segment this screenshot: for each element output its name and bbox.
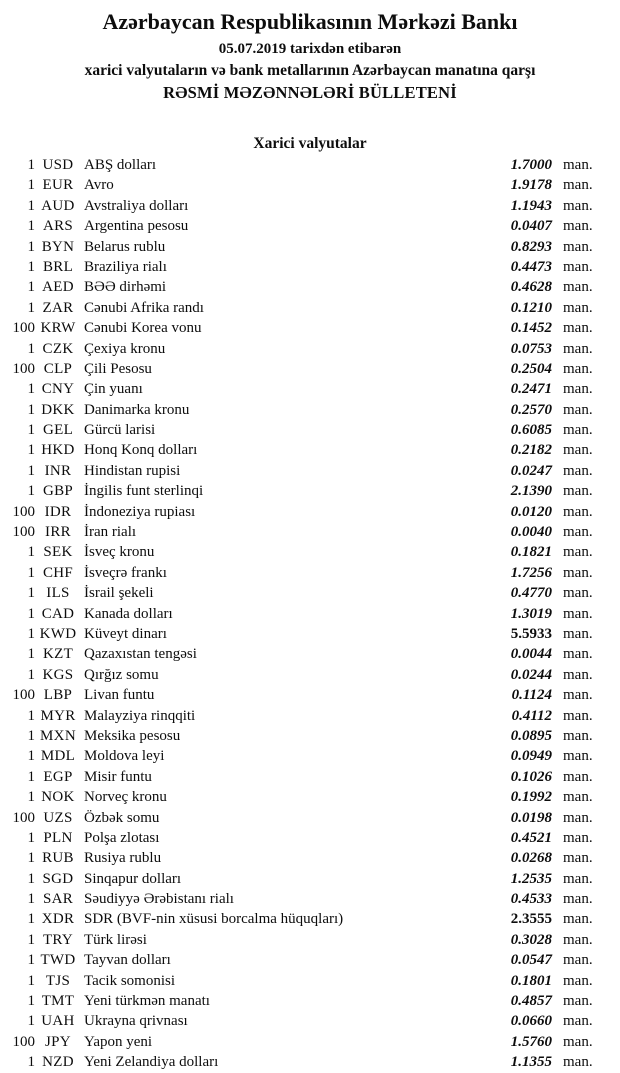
currency-code: IDR — [44, 503, 72, 520]
rate-value: 0.1821 — [510, 544, 552, 561]
currency-row — [0, 196, 620, 216]
rate-value: 0.6085 — [510, 422, 552, 439]
rate-value: 0.2504 — [510, 360, 552, 377]
rate-value: 0.1026 — [510, 768, 552, 785]
currency-quantity: 1 — [27, 483, 35, 500]
unit-label: man. — [563, 564, 593, 581]
unit-label: man. — [563, 829, 593, 846]
currency-code: KZT — [42, 646, 74, 663]
rate-value: 0.1124 — [511, 687, 552, 704]
rate-value: 0.4521 — [510, 829, 552, 846]
currency-code: PLN — [43, 829, 73, 846]
currency-row — [0, 706, 620, 726]
currency-name: Tayvan dolları — [84, 952, 171, 969]
currency-code: INR — [44, 462, 72, 479]
currency-row — [0, 726, 620, 746]
unit-label: man. — [563, 931, 593, 948]
rate-value: 0.0660 — [510, 1013, 552, 1030]
currency-row — [0, 583, 620, 603]
currency-name: Malayziya rinqqiti — [84, 707, 196, 724]
unit-label: man. — [563, 666, 593, 683]
currency-name: Tacik somonisi — [84, 972, 176, 989]
currency-quantity: 1 — [27, 625, 35, 642]
header-subtitle: xarici valyutaların və bank metallarının Azərbaycan manatına qarşı — [84, 62, 536, 79]
currency-name: İngilis funt sterlinqi — [84, 483, 204, 500]
currency-code: SAR — [42, 891, 74, 908]
currency-quantity: 1 — [27, 727, 35, 744]
currency-quantity: 1 — [27, 462, 35, 479]
currency-row — [0, 971, 620, 991]
currency-quantity: 1 — [27, 993, 35, 1010]
currency-row — [0, 379, 620, 399]
currency-quantity: 100 — [12, 809, 35, 826]
rate-value: 1.2535 — [510, 870, 552, 887]
currency-row — [0, 440, 620, 460]
effective-date: 05.07.2019 tarixdən etibarən — [218, 41, 402, 57]
currency-code: TMT — [41, 993, 75, 1010]
currency-quantity: 1 — [27, 666, 35, 683]
currency-row — [0, 522, 620, 542]
unit-label: man. — [563, 850, 593, 867]
unit-label: man. — [563, 177, 593, 194]
currency-row — [0, 1052, 620, 1072]
unit-label: man. — [563, 870, 593, 887]
currency-name: Livan funtu — [84, 687, 155, 704]
currency-quantity: 1 — [27, 238, 35, 255]
currency-code: MYR — [40, 707, 76, 724]
unit-label: man. — [563, 687, 593, 704]
currency-name: İsrail şekeli — [84, 585, 154, 602]
unit-label: man. — [563, 727, 593, 744]
currency-quantity: 1 — [27, 258, 35, 275]
unit-label: man. — [563, 483, 593, 500]
currency-code: UAH — [41, 1013, 75, 1030]
currency-row — [0, 991, 620, 1011]
currency-row — [0, 828, 620, 848]
unit-label: man. — [563, 238, 593, 255]
currency-code: USD — [42, 157, 74, 173]
currency-row — [0, 624, 620, 644]
currency-quantity: 1 — [27, 422, 35, 439]
currency-row — [0, 685, 620, 705]
rate-value: 0.0895 — [510, 727, 552, 744]
currency-row — [0, 1032, 620, 1052]
currency-code: NOK — [41, 789, 75, 806]
currency-row — [0, 339, 620, 359]
currency-row — [0, 481, 620, 501]
currency-code: CNY — [41, 381, 75, 398]
currency-name: Honq Konq dolları — [84, 442, 198, 459]
currency-quantity: 1 — [27, 911, 35, 928]
currency-name: Yeni Zelandiya dolları — [84, 1054, 219, 1071]
currency-row — [0, 808, 620, 828]
rate-value: 1.7000 — [510, 157, 552, 173]
currency-name: Qazaxıstan tengəsi — [84, 646, 197, 663]
currency-quantity: 100 — [12, 1033, 35, 1050]
unit-label: man. — [563, 1013, 593, 1030]
currency-code: SGD — [42, 870, 74, 887]
currency-name: Danimarka kronu — [84, 401, 190, 418]
currency-code: AED — [42, 279, 74, 296]
currency-name: Polşa zlotası — [84, 829, 160, 846]
currency-row — [0, 644, 620, 664]
currency-quantity: 1 — [27, 972, 35, 989]
currency-row — [0, 461, 620, 481]
currency-code: BRL — [42, 258, 74, 275]
section-title: Xarici valyutalar — [253, 135, 367, 152]
currency-quantity: 100 — [12, 320, 35, 337]
currency-quantity: 1 — [27, 197, 35, 214]
unit-label: man. — [563, 646, 593, 663]
currency-code: KRW — [40, 320, 76, 337]
page-title: Azərbaycan Respublikasının Mərkəzi Bankı — [102, 9, 518, 34]
currency-name: Yapon yeni — [84, 1033, 153, 1050]
currency-row — [0, 257, 620, 277]
rate-value: 0.4857 — [510, 993, 552, 1010]
rate-value: 5.5933 — [510, 625, 552, 642]
unit-label: man. — [563, 605, 593, 622]
currency-quantity: 1 — [27, 381, 35, 398]
currency-row — [0, 889, 620, 909]
currency-row — [0, 563, 620, 583]
unit-label: man. — [563, 503, 593, 520]
currency-quantity: 1 — [27, 177, 35, 194]
currency-quantity: 100 — [12, 687, 35, 704]
currency-code: MXN — [40, 727, 76, 744]
currency-row — [0, 237, 620, 257]
currency-row — [0, 848, 620, 868]
unit-label: man. — [563, 911, 593, 928]
rate-value: 0.0407 — [510, 218, 552, 235]
currency-code: KWD — [39, 625, 77, 642]
currency-name: Ukrayna qrivnası — [84, 1013, 188, 1030]
currency-code: ARS — [42, 218, 74, 235]
unit-label: man. — [563, 585, 593, 602]
rate-value: 0.2570 — [510, 401, 552, 418]
currency-quantity: 1 — [27, 585, 35, 602]
currency-name: ABŞ dolları — [84, 157, 157, 173]
currency-code: GBP — [42, 483, 74, 500]
currency-row — [0, 746, 620, 766]
currency-code: KGS — [42, 666, 74, 683]
currency-name: Cənubi Korea vonu — [84, 320, 202, 337]
currency-code: CAD — [41, 605, 75, 622]
currency-row — [0, 155, 620, 175]
unit-label: man. — [563, 524, 593, 541]
currency-quantity: 1 — [27, 768, 35, 785]
rate-value: 1.3019 — [510, 605, 552, 622]
currency-name: Yeni türkmən manatı — [84, 993, 210, 1010]
rate-value: 2.3555 — [510, 911, 552, 928]
currency-name: Qırğız somu — [84, 666, 159, 683]
rate-value: 0.1992 — [510, 789, 552, 806]
currency-name: Səudiyyə Ərəbistanı rialı — [84, 891, 234, 908]
currency-code: CLP — [43, 360, 73, 377]
currency-quantity: 1 — [27, 279, 35, 296]
unit-label: man. — [563, 320, 593, 337]
unit-label: man. — [563, 993, 593, 1010]
rate-value: 0.0268 — [510, 850, 552, 867]
currency-row — [0, 175, 620, 195]
rate-value: 0.1210 — [510, 299, 552, 316]
unit-label: man. — [563, 789, 593, 806]
unit-label: man. — [563, 972, 593, 989]
currency-name: Kanada dolları — [84, 605, 173, 622]
unit-label: man. — [563, 258, 593, 275]
currency-quantity: 1 — [27, 544, 35, 561]
currency-name: Moldova leyi — [84, 748, 165, 765]
currency-name: Misir funtu — [84, 768, 152, 785]
currency-name: SDR (BVF-nin xüsusi borcalma hüquqları) — [84, 911, 344, 928]
currency-quantity: 1 — [27, 1054, 35, 1071]
currency-quantity: 1 — [27, 646, 35, 663]
currency-name: Belarus rublu — [84, 238, 166, 255]
rate-value: 0.0044 — [510, 646, 552, 663]
unit-label: man. — [563, 279, 593, 296]
currency-name: Gürcü larisi — [84, 422, 156, 439]
currency-code: UZS — [43, 809, 73, 826]
currency-quantity: 1 — [27, 605, 35, 622]
currency-name: Avstraliya dolları — [84, 197, 189, 214]
currency-row — [0, 909, 620, 929]
currency-row — [0, 1011, 620, 1031]
unit-label: man. — [563, 381, 593, 398]
currency-quantity: 1 — [27, 157, 35, 173]
unit-label: man. — [563, 442, 593, 459]
currency-name: İndoneziya rupiası — [84, 503, 196, 520]
currency-code: RUB — [42, 850, 74, 867]
currency-name: Meksika pesosu — [84, 727, 181, 744]
currency-code: EGP — [43, 768, 73, 785]
currency-name: Braziliya rialı — [84, 258, 167, 275]
currency-code: BYN — [41, 238, 75, 255]
currency-quantity: 1 — [27, 564, 35, 581]
currency-row — [0, 950, 620, 970]
rate-value: 0.4473 — [510, 258, 552, 275]
currency-row — [0, 359, 620, 379]
unit-label: man. — [563, 157, 593, 173]
currency-quantity: 100 — [12, 360, 35, 377]
currency-code: TJS — [45, 972, 71, 989]
unit-label: man. — [563, 809, 593, 826]
currency-quantity: 1 — [27, 299, 35, 316]
currency-code: AUD — [41, 197, 75, 214]
currency-row — [0, 787, 620, 807]
unit-label: man. — [563, 625, 593, 642]
currency-row — [0, 502, 620, 522]
currency-name: Özbək somu — [84, 809, 160, 826]
currency-code: MDL — [40, 748, 76, 765]
currency-name: Çili Pesosu — [84, 360, 152, 377]
currency-code: GEL — [42, 422, 74, 439]
unit-label: man. — [563, 401, 593, 418]
rate-value: 1.1943 — [510, 197, 552, 214]
currency-code: CZK — [42, 340, 74, 357]
currency-name: Sinqapur dolları — [84, 870, 182, 887]
rate-value: 0.3028 — [510, 931, 552, 948]
currency-row — [0, 277, 620, 297]
rate-value: 0.1801 — [510, 972, 552, 989]
currency-code: ZAR — [42, 299, 74, 316]
currency-name: Küveyt dinarı — [84, 625, 167, 642]
unit-label: man. — [563, 360, 593, 377]
unit-label: man. — [563, 197, 593, 214]
currency-code: LBP — [43, 687, 73, 704]
unit-label: man. — [563, 952, 593, 969]
rate-value: 0.2471 — [510, 381, 552, 398]
currency-quantity: 1 — [27, 218, 35, 235]
currency-quantity: 1 — [27, 442, 35, 459]
unit-label: man. — [563, 544, 593, 561]
rate-value: 0.4770 — [510, 585, 552, 602]
currency-name: Avro — [84, 177, 114, 194]
currency-name: Çexiya kronu — [84, 340, 166, 357]
currency-code: TRY — [42, 931, 74, 948]
rate-value: 0.4628 — [510, 279, 552, 296]
currency-quantity: 1 — [27, 931, 35, 948]
rate-value: 0.0547 — [510, 952, 552, 969]
currency-code: SEK — [43, 544, 73, 561]
currency-name: Hindistan rupisi — [84, 462, 181, 479]
currency-row — [0, 318, 620, 338]
currency-name: Cənubi Afrika randı — [84, 299, 204, 316]
rate-value: 2.1390 — [510, 483, 552, 500]
currency-quantity: 1 — [27, 748, 35, 765]
unit-label: man. — [563, 218, 593, 235]
unit-label: man. — [563, 891, 593, 908]
currency-row — [0, 604, 620, 624]
currency-row — [0, 869, 620, 889]
rate-value: 0.4112 — [511, 707, 552, 724]
currency-quantity: 100 — [12, 524, 35, 541]
rate-value: 0.0120 — [510, 503, 552, 520]
rate-value: 0.1452 — [510, 320, 552, 337]
rate-value: 1.7256 — [510, 564, 552, 581]
currency-row — [0, 665, 620, 685]
currency-code: IRR — [45, 524, 71, 541]
currency-name: Argentina pesosu — [84, 218, 189, 235]
currency-row — [0, 420, 620, 440]
currency-name: Çin yuanı — [84, 381, 143, 398]
currency-code: XDR — [41, 911, 75, 928]
rate-value: 0.8293 — [510, 238, 552, 255]
currency-code: JPY — [45, 1033, 71, 1050]
currency-name: İsveçrə frankı — [84, 564, 167, 581]
currency-quantity: 100 — [12, 503, 35, 520]
unit-label: man. — [563, 707, 593, 724]
unit-label: man. — [563, 748, 593, 765]
currency-code: NZD — [42, 1054, 74, 1071]
unit-label: man. — [563, 1033, 593, 1050]
currency-quantity: 1 — [27, 870, 35, 887]
rate-value: 1.1355 — [510, 1054, 552, 1071]
rate-value: 0.0753 — [510, 340, 552, 357]
currency-quantity: 1 — [27, 707, 35, 724]
currency-quantity: 1 — [27, 829, 35, 846]
currency-table — [0, 155, 620, 1073]
currency-quantity: 1 — [27, 789, 35, 806]
rate-value: 1.9178 — [510, 177, 552, 194]
rate-value: 1.5760 — [510, 1033, 552, 1050]
currency-quantity: 1 — [27, 952, 35, 969]
unit-label: man. — [563, 1054, 593, 1071]
currency-code: HKD — [41, 442, 75, 459]
currency-name: BƏƏ dirhəmi — [84, 279, 167, 296]
currency-code: ILS — [46, 585, 70, 602]
rate-value: 0.4533 — [510, 891, 552, 908]
currency-name: Türk lirəsi — [84, 931, 147, 948]
currency-row — [0, 400, 620, 420]
currency-name: İran rialı — [84, 524, 137, 541]
currency-quantity: 1 — [27, 850, 35, 867]
unit-label: man. — [563, 422, 593, 439]
unit-label: man. — [563, 462, 593, 479]
currency-quantity: 1 — [27, 1013, 35, 1030]
currency-row — [0, 298, 620, 318]
rate-value: 0.0949 — [510, 748, 552, 765]
rate-value: 0.0040 — [510, 524, 552, 541]
currency-row — [0, 216, 620, 236]
unit-label: man. — [563, 768, 593, 785]
unit-label: man. — [563, 340, 593, 357]
currency-quantity: 1 — [27, 401, 35, 418]
bulletin-header — [0, 0, 620, 103]
currency-row — [0, 542, 620, 562]
rate-value: 0.0198 — [510, 809, 552, 826]
rate-value: 0.0247 — [510, 462, 552, 479]
currency-name: Norveç kronu — [84, 789, 167, 806]
currency-name: İsveç kronu — [84, 544, 155, 561]
currency-row — [0, 930, 620, 950]
currency-quantity: 1 — [27, 891, 35, 908]
rate-value: 0.2182 — [510, 442, 552, 459]
currency-quantity: 1 — [27, 340, 35, 357]
currency-name: Rusiya rublu — [84, 850, 162, 867]
currency-code: CHF — [42, 564, 74, 581]
rate-value: 0.0244 — [510, 666, 552, 683]
currency-code: EUR — [42, 177, 74, 194]
currency-code: DKK — [41, 401, 75, 418]
currency-row — [0, 767, 620, 787]
unit-label: man. — [563, 299, 593, 316]
bulletin-title: RƏSMİ MƏZƏNNƏLƏRİ BÜLLETENİ — [163, 83, 457, 102]
currency-code: TWD — [40, 952, 76, 969]
